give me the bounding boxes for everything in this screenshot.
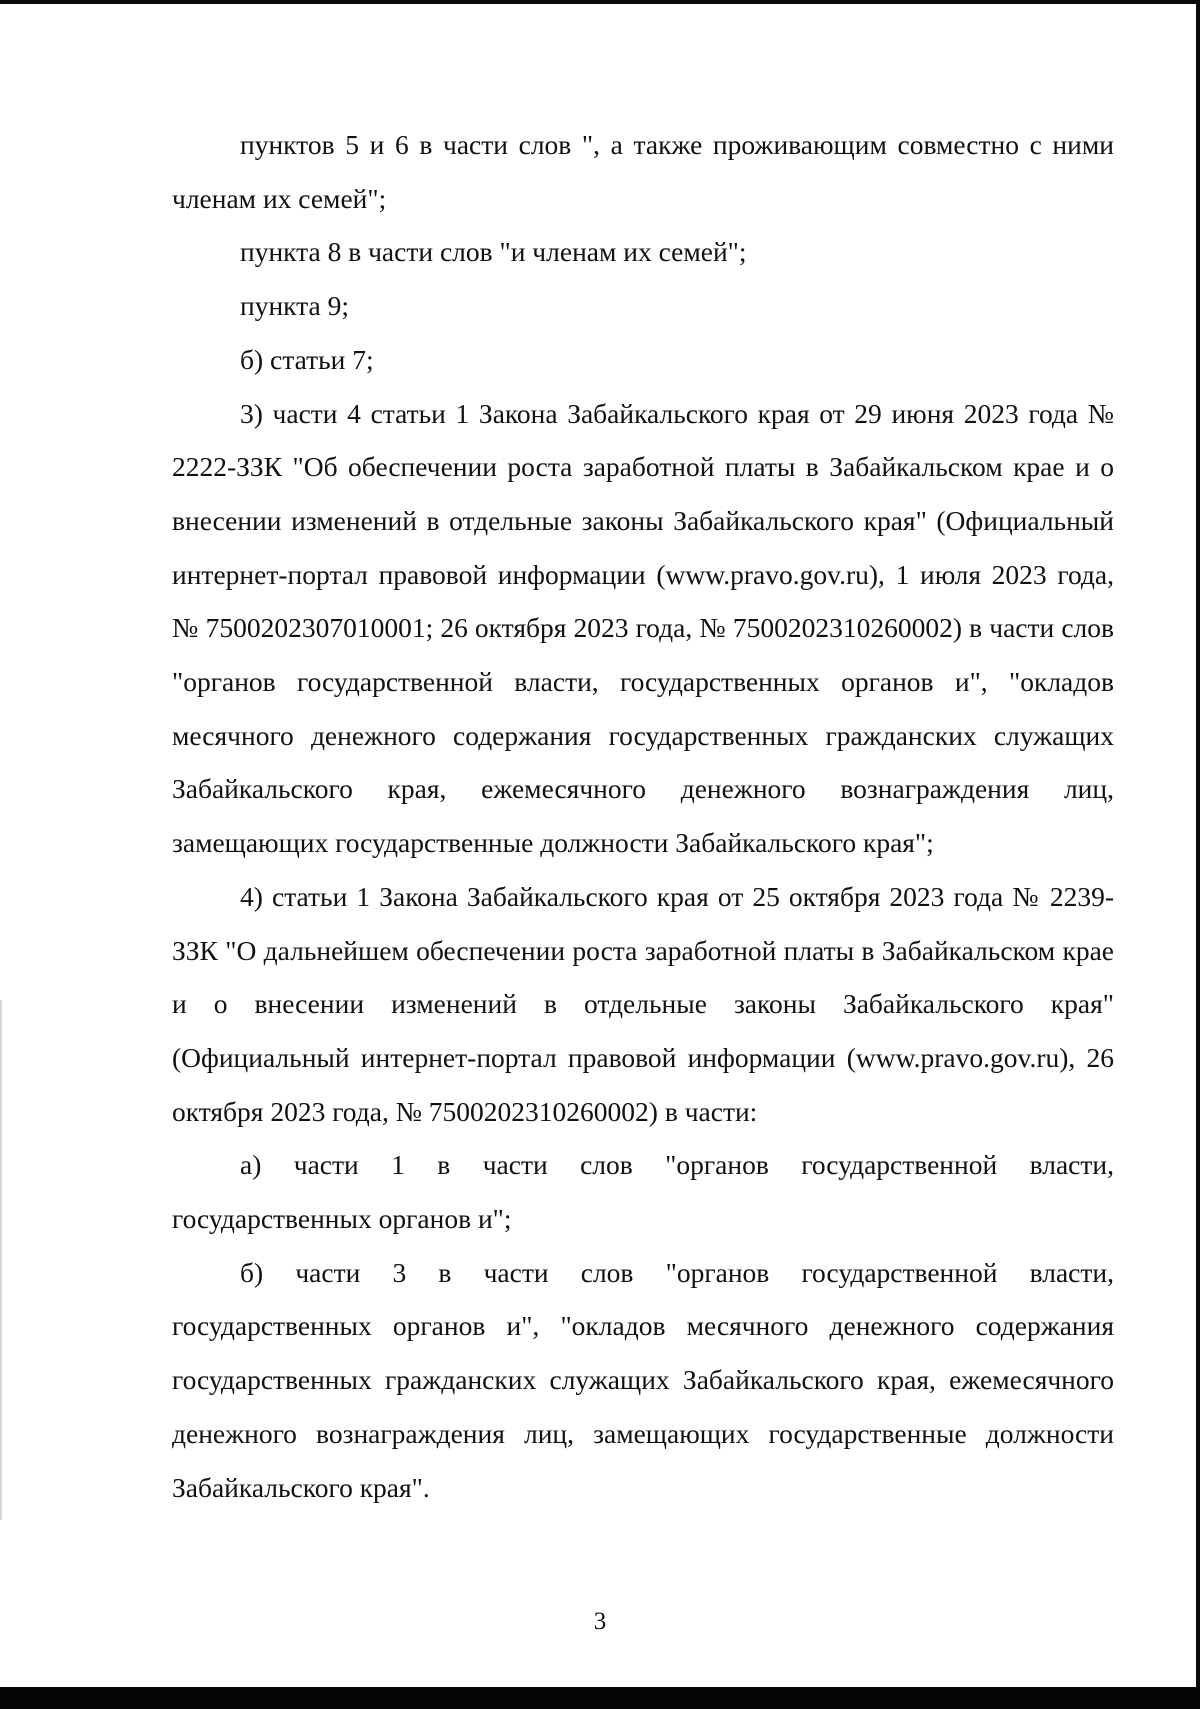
paragraph-item-4b: б) части 3 в части слов "органов государственной власти, государственных органов и", "окладов месячного денежного содержания государственных гражданских служащих Забайкальского края, ежемесячного денежного вознаграждения лиц, замещающих государственные должности Забайкальского края". <box>172 1256 1114 1503</box>
page-number: 3 <box>593 1608 607 1635</box>
paragraph-item-4: 4) статьи 1 Закона Забайкальского края от 25 октября 2023 года № 2239-ЗЗК "О дальнейшем обеспечении роста заработной платы в Забайкальском крае и о внесении изменений в отдельные законы Забайкальского края" (Официальный интернет-портал правовой информации (www.pravo.gov.ru), 26 октября 2023 года, № 7500202310260002) в части: <box>172 880 1114 1127</box>
scan-left-edge <box>0 1000 2 1520</box>
paragraph-point-9: пункта 9; <box>240 290 350 322</box>
document-body <box>172 118 1114 1514</box>
paragraph-points-5-6: пунктов 5 и 6 в части слов ", а также проживающим совместно с ними членам их семей"; <box>172 129 1114 214</box>
scan-top-edge <box>0 0 1200 4</box>
paragraph-point-8: пункта 8 в части слов "и членам их семей"; <box>240 236 747 268</box>
scan-bottom-edge <box>0 1687 1200 1709</box>
paragraph-item-4a: а) части 1 в части слов "органов государственной власти, государственных органов и"; <box>172 1149 1114 1235</box>
paragraph-article-7: б) статьи 7; <box>240 343 374 375</box>
scan-right-edge <box>1196 0 1200 1709</box>
paragraph-item-3: 3) части 4 статьи 1 Закона Забайкальского края от 29 июня 2023 года № 2222-ЗЗК "Об обеспечении роста заработной платы в Забайкальском крае и о внесении изменений в отдельные законы Забайкальского края" (Официальный интернет-портал правовой информации (www.pravo.gov.ru), 1 июля 2023 года, № 7500202307010001; 26 октября 2023 года, № 7500202310260002) в части слов "органов государственной власти, государственных органов и", "окладов месячного денежного содержания государственных гражданских служащих Забайкальского края, ежемесячного денежного вознаграждения лиц, замещающих государственные должности Забайкальского края"; <box>172 397 1114 859</box>
